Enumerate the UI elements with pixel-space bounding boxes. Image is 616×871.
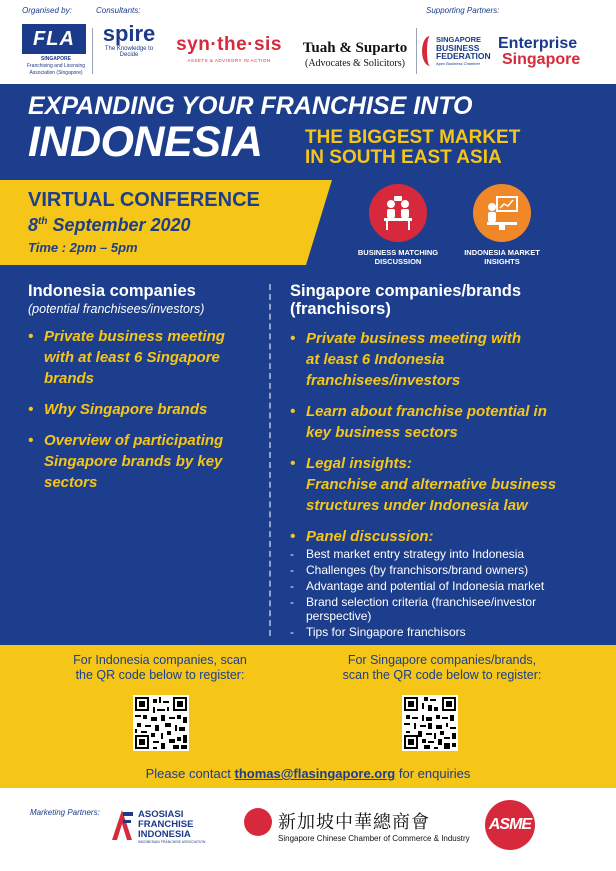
afi-logo-line3: INDONESIA	[138, 829, 191, 840]
sccci-chinese-name: 新加坡中華總商會	[278, 812, 430, 832]
es-logo-line2: Singapore	[502, 51, 581, 68]
supporting-partners-label: Supporting Partners:	[426, 6, 500, 15]
indonesia-heading: Indonesia companies	[28, 282, 196, 300]
singapore-heading-sub: (franchisors)	[290, 300, 391, 318]
presentation-icon	[473, 184, 531, 242]
tuah-suparto-logo	[298, 40, 412, 69]
panel-item: - Best market entry strategy into Indonesia	[290, 547, 590, 561]
sbf-logo	[422, 34, 494, 74]
fla-logo	[22, 24, 90, 76]
panel-discussion-title: • Panel discussion:	[290, 526, 590, 547]
afi-logo-sub: INDONESIAN FRANCHISE ASSOCIATION	[138, 840, 206, 844]
headline-line2: INDONESIA	[28, 118, 263, 166]
feature-business-matching	[348, 184, 448, 266]
enterprise-singapore-logo	[498, 36, 608, 68]
feature-label-line2: INSIGHTS	[484, 257, 520, 266]
contact-email-link[interactable]: thomas@flasingapore.org	[234, 766, 396, 781]
header-divider	[416, 28, 417, 74]
tuah-suparto-sub: (Advocates & Solicitors)	[305, 58, 405, 69]
indonesia-bullet: • Why Singapore brands	[28, 399, 258, 420]
panel-item: - Brand selection criteria (franchisee/investor perspective)	[290, 595, 580, 623]
spire-logo	[96, 22, 162, 72]
sccci-emblem-icon	[244, 808, 272, 836]
legal-insights-body: Franchise and alternative business structures under Indonesia law	[306, 476, 557, 514]
synthesis-logo-tagline: ASSETS & ADVISORY IN ACTION	[187, 58, 271, 63]
sbf-logo-line2: BUSINESS	[436, 43, 480, 53]
indonesia-column	[28, 282, 258, 493]
partner-logo-header	[0, 0, 616, 84]
conference-title: VIRTUAL CONFERENCE	[28, 189, 260, 211]
fla-logo-sub2: Franchising and Licensing	[26, 63, 86, 69]
singapore-bullet: • Learn about franchise potential in key business sectors	[290, 401, 570, 443]
singapore-register-text: For Singapore companies/brands, scan the QR code below to register:	[342, 653, 542, 682]
marketing-partners-label: Marketing Partners:	[30, 808, 100, 817]
singapore-qr-code[interactable]	[402, 695, 458, 751]
feature-label-line2: DISCUSSION	[374, 257, 422, 266]
asme-logo-text: ASME	[488, 816, 532, 833]
sbf-logo-tagline: Apex Business Chamber	[436, 61, 481, 66]
conference-time: Time : 2pm – 5pm	[28, 240, 138, 255]
sccci-logo	[244, 808, 474, 852]
indonesia-subheading: (potential franchisees/investors)	[28, 302, 205, 316]
singapore-bullet-legal	[290, 453, 590, 516]
sccci-english-name: Singapore Chinese Chamber of Commerce & Industry	[278, 834, 470, 843]
panel-item: - Tips for Singapore franchisors	[290, 625, 590, 639]
headline-tagline	[305, 128, 555, 168]
indonesia-register-text: For Indonesia companies, scan the QR code below to register:	[73, 653, 247, 682]
sbf-logo-line1: SINGAPORE	[436, 35, 482, 44]
synthesis-logo	[164, 34, 294, 63]
tuah-suparto-name: Tuah & Suparto	[302, 40, 408, 56]
registration-band	[0, 645, 616, 788]
header-divider	[92, 28, 93, 74]
spire-logo-word: spire	[102, 21, 156, 46]
afi-logo-line1: ASOSIASI	[138, 809, 184, 820]
consultants-label: Consultants:	[96, 6, 141, 15]
afi-logo-mark	[110, 808, 134, 842]
fla-logo-sub1: SINGAPORE	[40, 56, 71, 62]
singapore-column	[290, 282, 590, 639]
es-logo-line1: Enterprise	[498, 35, 578, 52]
singapore-bullet: • Private business meeting with at least 6 Indonesia franchisees/investors	[290, 328, 530, 391]
asme-logo	[485, 800, 535, 850]
contact-line: Please contact thomas@flasingapore.org for enquiries	[145, 766, 471, 781]
column-divider	[269, 284, 271, 636]
main-panel	[0, 84, 616, 645]
tagline-line1: THE BIGGEST MARKET	[305, 127, 521, 148]
marketing-partners-footer	[0, 788, 616, 871]
indonesia-bullet: • Overview of participating Singapore brands by key sectors	[28, 430, 258, 493]
meeting-icon	[369, 184, 427, 242]
fla-logo-mark: FLA	[22, 24, 86, 54]
indonesia-qr-code[interactable]	[133, 695, 189, 751]
synthesis-logo-word: syn·the·sis	[176, 34, 282, 55]
singapore-heading: Singapore companies/brands	[290, 282, 522, 300]
organised-by-label: Organised by:	[22, 6, 72, 15]
indonesia-bullet: • Private business meeting with at least 6 Singapore brands	[28, 326, 258, 389]
panel-item: - Advantage and potential of Indonesia market	[290, 579, 590, 593]
afi-logo-line2: FRANCHISE	[138, 819, 194, 830]
fla-logo-sub3: Association (Singapore)	[29, 70, 83, 76]
afi-logo	[110, 804, 240, 850]
tagline-line2: IN SOUTH EAST ASIA	[305, 147, 502, 168]
sbf-logo-line3: FEDERATION	[436, 51, 491, 61]
conference-band	[0, 180, 306, 265]
panel-item: - Challenges (by franchisors/brand owners)	[290, 563, 590, 577]
headline-line1: EXPANDING YOUR FRANCHISE INTO	[28, 92, 473, 120]
spire-logo-tagline: The Knowledge to Decide	[104, 46, 154, 58]
legal-insights-title: • Legal insights:	[306, 455, 412, 472]
feature-market-insights	[452, 184, 552, 266]
conference-date: 8th September 2020	[28, 215, 191, 235]
feature-label-line1: INDONESIA MARKET	[464, 248, 540, 257]
feature-label-line1: BUSINESS MATCHING	[357, 248, 439, 257]
